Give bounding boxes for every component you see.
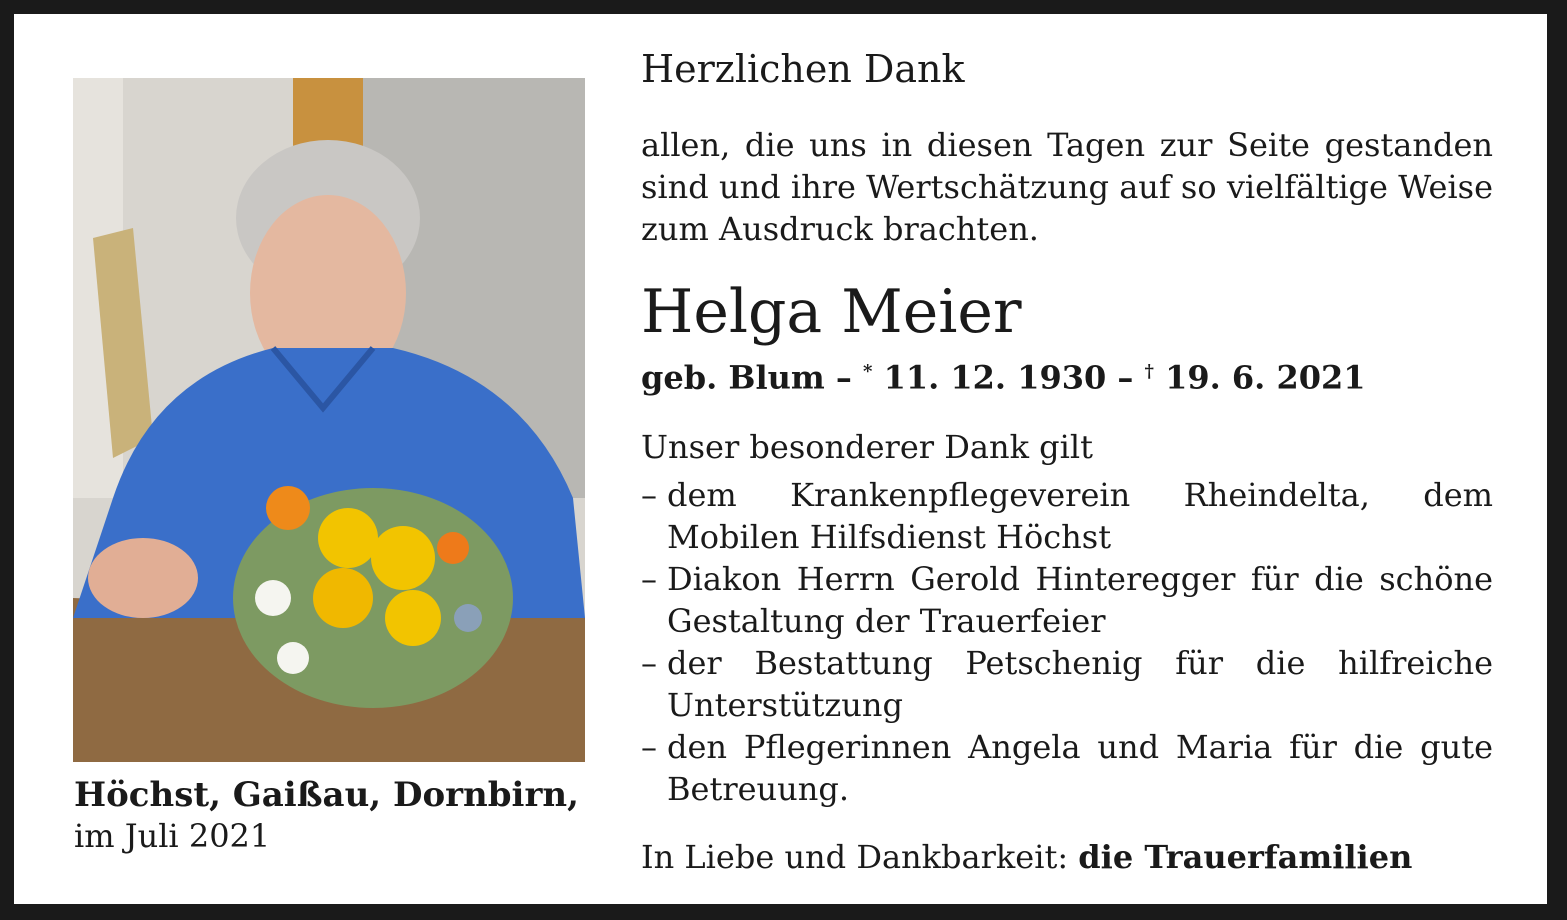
caption xyxy=(74,774,594,856)
obituary-card xyxy=(14,14,1547,904)
list-item xyxy=(641,642,1493,726)
life-dates xyxy=(641,352,1493,398)
list-dash: – xyxy=(641,559,657,598)
thanks-list xyxy=(641,474,1493,810)
dates-separator: – xyxy=(835,358,852,397)
list-item-text: der Bestattung Petschenig für die hilfreiche Unterstützung xyxy=(667,643,1493,724)
list-item-text: dem Krankenpflegeverein Rheindelta, dem Mobilen Hilfsdienst Höchst xyxy=(667,475,1493,556)
list-item xyxy=(641,726,1493,810)
birth-date: 11. 12. 1930 xyxy=(883,358,1107,397)
deceased-name: Helga Meier xyxy=(641,277,1022,347)
closing-text: In Liebe und Dankbarkeit: xyxy=(641,837,1069,876)
death-symbol: † xyxy=(1144,361,1154,382)
signature: die Trauerfamilien xyxy=(1078,837,1413,876)
list-item-text: den Pflegerinnen Angela und Maria für die gute Betreuung. xyxy=(667,727,1493,808)
list-item-text: Diakon Herrn Gerold Hinteregger für die schöne Gestaltung der Trauerfeier xyxy=(667,559,1493,640)
list-dash: – xyxy=(641,475,657,514)
death-date: 19. 6. 2021 xyxy=(1165,358,1366,397)
list-item xyxy=(641,558,1493,642)
portrait-photo xyxy=(73,78,585,762)
heading: Herzlichen Dank xyxy=(641,47,965,91)
list-dash: – xyxy=(641,643,657,682)
closing-line xyxy=(641,836,1493,878)
list-item xyxy=(641,474,1493,558)
maiden-name: geb. Blum xyxy=(641,358,825,397)
intro-text: allen, die uns in diesen Tagen zur Seite gestanden sind und ihre Wertschätzung auf so vielfältige Weise zum Ausdruck brachten. xyxy=(641,126,1493,248)
caption-date: im Juli 2021 xyxy=(74,817,271,855)
portrait-illustration xyxy=(73,78,585,762)
birth-symbol: * xyxy=(863,361,873,382)
dates-separator: – xyxy=(1117,358,1134,397)
list-dash: – xyxy=(641,727,657,766)
text-column xyxy=(641,44,1493,878)
caption-places: Höchst, Gaißau, Dornbirn, xyxy=(74,775,579,815)
thanks-intro: Unser besonderer Dank gilt xyxy=(641,427,1093,466)
